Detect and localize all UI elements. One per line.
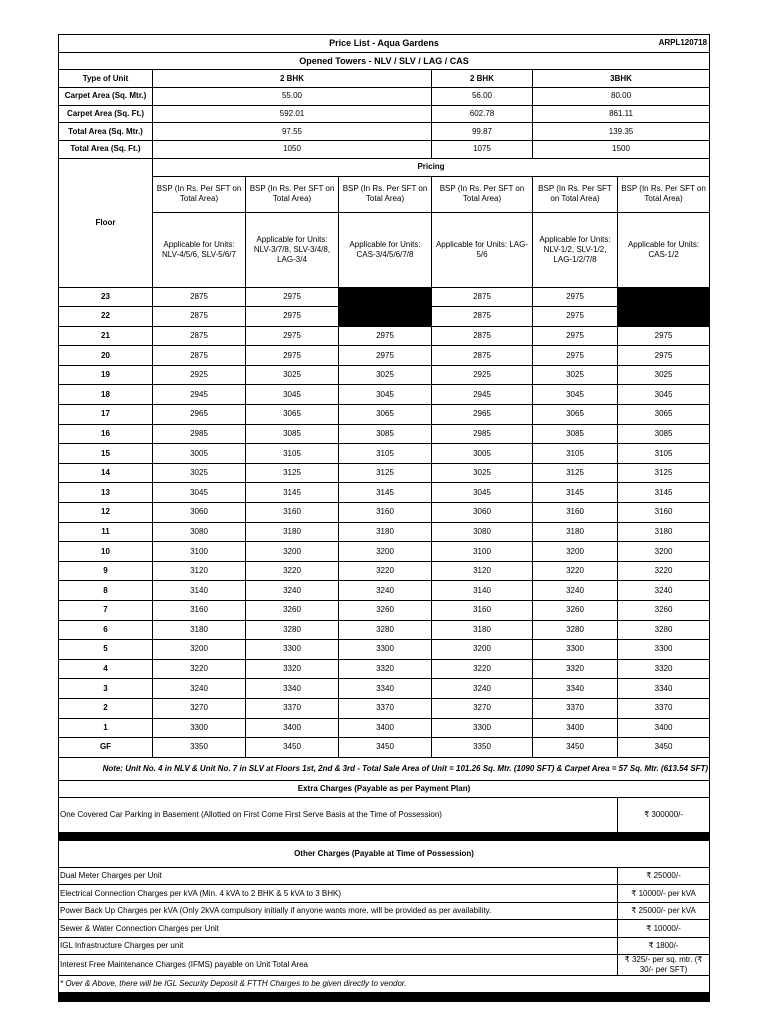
price-cell: 3060 (432, 503, 533, 523)
note: Note: Unit No. 4 in NLV & Unit No. 7 in SLV at Floors 1st, 2nd & 3rd - Total Sale Area of Unit = 101.26 Sq. Mtr. (1090 SFT) & Carpet Area = 57 Sq. Mtr. (613.54 SFT) (59, 757, 710, 780)
price-cell: 2965 (432, 405, 533, 425)
price-cell: 2975 (246, 307, 339, 327)
bsp-column-header: BSP (In Rs. Per SFT on Total Area) (432, 176, 533, 212)
price-cell: 3200 (618, 542, 710, 562)
price-cell: 3180 (432, 620, 533, 640)
price-cell: 3180 (533, 522, 618, 542)
price-cell: 2945 (153, 385, 246, 405)
other-charges-title: Other Charges (Payable at Time of Possession) (59, 840, 710, 867)
unavailable-cell (339, 287, 432, 307)
price-cell: 3240 (432, 679, 533, 699)
price-cell: 3145 (339, 483, 432, 503)
floor-number: 8 (59, 581, 153, 601)
floor-price-row (59, 365, 710, 385)
floor-number: 6 (59, 620, 153, 640)
price-cell: 3340 (339, 679, 432, 699)
charge-label: Power Back Up Charges per kVA (Only 2kVA compulsory initially if anyone wants more, will be provided as per availability. (59, 902, 618, 920)
floor-number: 7 (59, 601, 153, 621)
price-cell: 3160 (246, 503, 339, 523)
price-cell: 2975 (533, 307, 618, 327)
price-cell: 2975 (339, 326, 432, 346)
separator-band (59, 832, 710, 840)
price-cell: 3300 (246, 640, 339, 660)
unavailable-cell (618, 287, 710, 307)
price-cell: 3180 (339, 522, 432, 542)
price-cell: 2975 (246, 346, 339, 366)
price-cell: 3160 (339, 503, 432, 523)
price-cell: 3280 (533, 620, 618, 640)
price-cell: 3005 (432, 444, 533, 464)
price-cell: 3105 (339, 444, 432, 464)
price-list-sheet (58, 34, 709, 1002)
floor-price-row (59, 659, 710, 679)
price-cell: 3045 (246, 385, 339, 405)
floor-number: 15 (59, 444, 153, 464)
floor-number: 16 (59, 424, 153, 444)
price-cell: 3350 (153, 738, 246, 758)
price-cell: 3220 (246, 561, 339, 581)
price-cell: 3180 (246, 522, 339, 542)
footnote: * Over & Above, there will be IGL Security Deposit & FTTH Charges to be given directly to vendor. (59, 976, 710, 993)
bsp-column-header: BSP (In Rs. Per SFT on Total Area) (246, 176, 339, 212)
price-cell: 3400 (618, 718, 710, 738)
price-cell: 3320 (339, 659, 432, 679)
floor-price-row (59, 718, 710, 738)
price-cell: 3450 (339, 738, 432, 758)
spec-label: Total Area (Sq. Ft.) (59, 141, 153, 159)
spec-value: 592.01 (153, 105, 432, 123)
price-cell: 3105 (246, 444, 339, 464)
price-cell: 3120 (153, 561, 246, 581)
price-cell: 3400 (533, 718, 618, 738)
price-cell: 3300 (153, 718, 246, 738)
price-cell: 3340 (246, 679, 339, 699)
price-cell: 3200 (533, 542, 618, 562)
price-cell: 2985 (153, 424, 246, 444)
price-cell: 2875 (153, 287, 246, 307)
spec-label: Carpet Area (Sq. Ft.) (59, 105, 153, 123)
price-cell: 3085 (246, 424, 339, 444)
floor-price-row (59, 287, 710, 307)
applicable-units: Applicable for Units: LAG-5/6 (432, 212, 533, 287)
price-cell: 3125 (533, 463, 618, 483)
spec-value: 56.00 (432, 88, 533, 106)
floor-price-row (59, 620, 710, 640)
type-of-unit-label: Type of Unit (59, 70, 153, 88)
price-cell: 3260 (339, 601, 432, 621)
price-cell: 2875 (153, 307, 246, 327)
floor-price-row (59, 424, 710, 444)
page-title: Price List - Aqua Gardens (329, 37, 439, 48)
price-cell: 3400 (246, 718, 339, 738)
spec-value: 97.55 (153, 123, 432, 141)
price-cell: 3200 (153, 640, 246, 660)
price-cell: 3240 (339, 581, 432, 601)
price-cell: 3065 (618, 405, 710, 425)
price-cell: 2925 (432, 365, 533, 385)
price-cell: 3045 (432, 483, 533, 503)
floor-number: GF (59, 738, 153, 758)
price-cell: 3320 (618, 659, 710, 679)
floor-price-row (59, 698, 710, 718)
price-cell: 2975 (339, 346, 432, 366)
floor-price-row (59, 640, 710, 660)
charge-amount: ₹ 25000/- (618, 867, 710, 885)
price-cell: 3450 (533, 738, 618, 758)
price-cell: 3085 (533, 424, 618, 444)
floor-price-row (59, 561, 710, 581)
price-cell: 3180 (618, 522, 710, 542)
bsp-column-header: BSP (In Rs. Per SFT on Total Area) (618, 176, 710, 212)
price-cell: 2875 (432, 326, 533, 346)
price-cell: 3025 (153, 463, 246, 483)
price-cell: 2875 (432, 307, 533, 327)
price-cell: 3450 (246, 738, 339, 758)
price-cell: 3180 (153, 620, 246, 640)
price-cell: 3085 (618, 424, 710, 444)
spec-value: 861.11 (533, 105, 710, 123)
price-cell: 3340 (533, 679, 618, 699)
price-cell: 3240 (618, 581, 710, 601)
price-cell: 3140 (432, 581, 533, 601)
price-cell: 3045 (153, 483, 246, 503)
charge-label: Interest Free Maintenance Charges (IFMS) payable on Unit Total Area (59, 955, 618, 976)
price-cell: 3085 (339, 424, 432, 444)
spec-value: 1500 (533, 141, 710, 159)
price-cell: 2925 (153, 365, 246, 385)
price-cell: 2945 (432, 385, 533, 405)
spec-value: 55.00 (153, 88, 432, 106)
bsp-column-header: BSP (In Rs. Per SFT on Total Area) (153, 176, 246, 212)
price-cell: 3045 (339, 385, 432, 405)
price-cell: 2975 (618, 346, 710, 366)
spec-value: 80.00 (533, 88, 710, 106)
price-cell: 3260 (533, 601, 618, 621)
spec-value: 1050 (153, 141, 432, 159)
pricing-header: Pricing (153, 158, 710, 176)
price-cell: 3240 (533, 581, 618, 601)
price-cell: 2975 (533, 326, 618, 346)
charge-amount: ₹ 25000/- per kVA (618, 902, 710, 920)
floor-number: 1 (59, 718, 153, 738)
applicable-units: Applicable for Units: NLV-4/5/6, SLV-5/6/7 (153, 212, 246, 287)
price-cell: 3300 (618, 640, 710, 660)
price-cell: 3100 (153, 542, 246, 562)
price-cell: 3220 (339, 561, 432, 581)
price-list-table (58, 34, 710, 1002)
unavailable-cell (339, 307, 432, 327)
price-cell: 3370 (533, 698, 618, 718)
spec-row (59, 88, 710, 106)
price-cell: 3005 (153, 444, 246, 464)
floor-number: 11 (59, 522, 153, 542)
price-cell: 2975 (246, 287, 339, 307)
price-cell: 3160 (432, 601, 533, 621)
price-cell: 3300 (339, 640, 432, 660)
price-cell: 3260 (618, 601, 710, 621)
price-cell: 2975 (533, 346, 618, 366)
floor-price-row (59, 463, 710, 483)
unit-type-3: 3BHK (533, 70, 710, 88)
applicable-units: Applicable for Units: NLV-3/7/8, SLV-3/4/8, LAG-3/4 (246, 212, 339, 287)
price-cell: 2875 (153, 326, 246, 346)
charge-amount: ₹ 300000/- (618, 797, 710, 832)
price-cell: 3300 (533, 640, 618, 660)
floor-price-row (59, 385, 710, 405)
spec-label: Carpet Area (Sq. Mtr.) (59, 88, 153, 106)
price-cell: 3200 (246, 542, 339, 562)
spec-row (59, 123, 710, 141)
price-cell: 3065 (246, 405, 339, 425)
spec-value: 602.78 (432, 105, 533, 123)
price-cell: 3280 (618, 620, 710, 640)
price-cell: 3125 (618, 463, 710, 483)
price-cell: 3370 (339, 698, 432, 718)
price-cell: 3280 (246, 620, 339, 640)
floor-price-row (59, 444, 710, 464)
price-cell: 3220 (153, 659, 246, 679)
floor-price-row (59, 581, 710, 601)
price-cell: 3450 (618, 738, 710, 758)
price-cell: 2965 (153, 405, 246, 425)
price-cell: 3280 (339, 620, 432, 640)
price-cell: 3105 (533, 444, 618, 464)
floor-price-row (59, 679, 710, 699)
price-cell: 3160 (153, 601, 246, 621)
price-cell: 3145 (246, 483, 339, 503)
charge-amount: ₹ 10000/- per kVA (618, 885, 710, 903)
charge-amount: ₹ 1800/- (618, 937, 710, 955)
price-cell: 3025 (339, 365, 432, 385)
spec-label: Total Area (Sq. Mtr.) (59, 123, 153, 141)
floor-price-row (59, 326, 710, 346)
applicable-units: Applicable for Units: NLV-1/2, SLV-1/2, LAG-1/2/7/8 (533, 212, 618, 287)
spec-value: 99.87 (432, 123, 533, 141)
floor-price-row (59, 483, 710, 503)
charge-amount: ₹ 325/- per sq. mtr. (₹ 30/- per SFT) (618, 955, 710, 976)
unit-type-1: 2 BHK (153, 70, 432, 88)
spec-value: 1075 (432, 141, 533, 159)
price-cell: 3125 (339, 463, 432, 483)
bottom-band (59, 993, 710, 1002)
floor-number: 12 (59, 503, 153, 523)
price-cell: 3370 (246, 698, 339, 718)
price-cell: 3145 (533, 483, 618, 503)
price-cell: 3060 (153, 503, 246, 523)
price-cell: 2975 (618, 326, 710, 346)
price-cell: 3220 (432, 659, 533, 679)
document-code: ARPL120718 (658, 38, 708, 47)
price-cell: 3065 (339, 405, 432, 425)
floor-number: 20 (59, 346, 153, 366)
floor-price-row (59, 346, 710, 366)
price-cell: 3200 (432, 640, 533, 660)
floor-number: 21 (59, 326, 153, 346)
floor-number: 14 (59, 463, 153, 483)
floor-price-row (59, 601, 710, 621)
price-cell: 3025 (432, 463, 533, 483)
price-cell: 3220 (533, 561, 618, 581)
price-cell: 2875 (153, 346, 246, 366)
floor-number: 4 (59, 659, 153, 679)
price-cell: 3100 (432, 542, 533, 562)
price-cell: 2875 (432, 287, 533, 307)
price-cell: 3080 (153, 522, 246, 542)
price-cell: 3080 (432, 522, 533, 542)
charge-label: Electrical Connection Charges per kVA (Min. 4 kVA to 2 BHK & 5 kVA to 3 BHK) (59, 885, 618, 903)
price-cell: 3025 (246, 365, 339, 385)
spec-row (59, 141, 710, 159)
bsp-column-header: BSP (In Rs. Per SFT on Total Area) (533, 176, 618, 212)
title-row (59, 35, 710, 53)
unit-type-2: 2 BHK (432, 70, 533, 88)
charge-label: IGL Infrastructure Charges per unit (59, 937, 618, 955)
floor-number: 19 (59, 365, 153, 385)
floor-number: 2 (59, 698, 153, 718)
charge-label: One Covered Car Parking in Basement (Allotted on First Come First Serve Basis at the Time of Possession) (59, 797, 618, 832)
floor-number: 3 (59, 679, 153, 699)
floor-number: 5 (59, 640, 153, 660)
floor-number: 10 (59, 542, 153, 562)
price-cell: 3125 (246, 463, 339, 483)
price-cell: 3025 (533, 365, 618, 385)
price-cell: 2975 (246, 326, 339, 346)
bsp-column-header: BSP (In Rs. Per SFT on Total Area) (339, 176, 432, 212)
subtitle: Opened Towers - NLV / SLV / LAG / CAS (59, 52, 710, 70)
price-cell: 3370 (618, 698, 710, 718)
price-cell: 3025 (618, 365, 710, 385)
price-cell: 3160 (618, 503, 710, 523)
price-cell: 3045 (618, 385, 710, 405)
price-cell: 3240 (246, 581, 339, 601)
price-cell: 3045 (533, 385, 618, 405)
floor-number: 17 (59, 405, 153, 425)
floor-price-row (59, 503, 710, 523)
price-cell: 3140 (153, 581, 246, 601)
price-cell: 2875 (432, 346, 533, 366)
price-cell: 3200 (339, 542, 432, 562)
price-cell: 3160 (533, 503, 618, 523)
floor-number: 22 (59, 307, 153, 327)
price-cell: 3065 (533, 405, 618, 425)
price-cell: 2975 (533, 287, 618, 307)
floor-price-row (59, 405, 710, 425)
price-cell: 3400 (339, 718, 432, 738)
applicable-units: Applicable for Units: CAS-3/4/5/6/7/8 (339, 212, 432, 287)
floor-number: 13 (59, 483, 153, 503)
price-cell: 3340 (618, 679, 710, 699)
price-cell: 3260 (246, 601, 339, 621)
floor-price-row (59, 542, 710, 562)
floor-price-row (59, 522, 710, 542)
charge-label: Dual Meter Charges per Unit (59, 867, 618, 885)
price-cell: 3350 (432, 738, 533, 758)
price-cell: 3105 (618, 444, 710, 464)
price-cell: 3270 (153, 698, 246, 718)
applicable-units: Applicable for Units: CAS-1/2 (618, 212, 710, 287)
price-cell: 3300 (432, 718, 533, 738)
price-cell: 3240 (153, 679, 246, 699)
spec-row (59, 105, 710, 123)
charge-label: Sewer & Water Connection Charges per Unit (59, 920, 618, 938)
charge-amount: ₹ 10000/- (618, 920, 710, 938)
price-cell: 2985 (432, 424, 533, 444)
floor-number: 23 (59, 287, 153, 307)
price-cell: 3120 (432, 561, 533, 581)
extra-charges-title: Extra Charges (Payable as per Payment Plan) (59, 780, 710, 797)
unavailable-cell (618, 307, 710, 327)
floor-header: Floor (59, 158, 153, 287)
price-cell: 3270 (432, 698, 533, 718)
floor-number: 9 (59, 561, 153, 581)
floor-price-row (59, 738, 710, 758)
floor-number: 18 (59, 385, 153, 405)
price-cell: 3145 (618, 483, 710, 503)
price-cell: 3220 (618, 561, 710, 581)
price-cell: 3320 (533, 659, 618, 679)
price-cell: 3320 (246, 659, 339, 679)
floor-price-row (59, 307, 710, 327)
spec-value: 139.35 (533, 123, 710, 141)
